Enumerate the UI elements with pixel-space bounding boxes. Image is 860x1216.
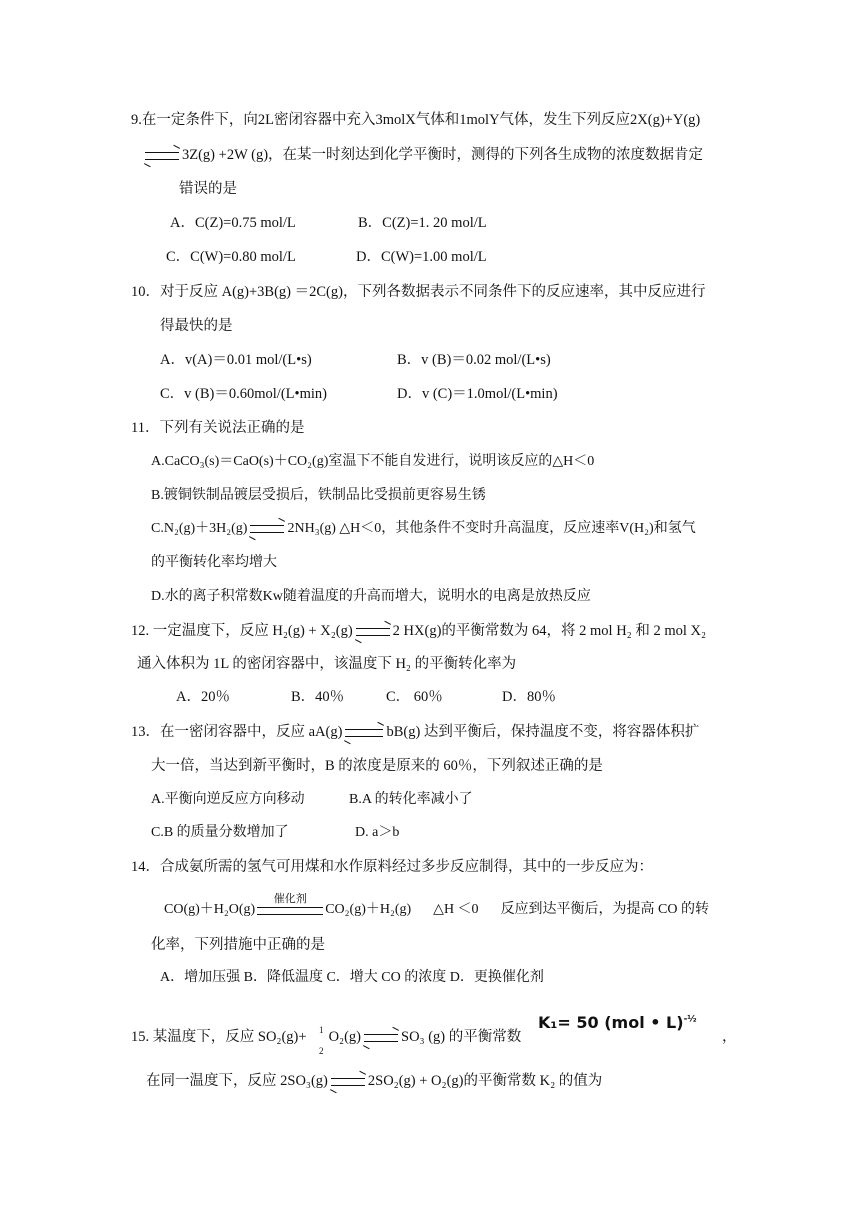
q9-option-a: A．C(Z)=0.75 mol/L bbox=[170, 215, 296, 231]
q13-line2: 大一倍，当达到新平衡时，B 的浓度是原来的 60％，下列叙述正确的是 bbox=[151, 758, 603, 774]
reversible-arrow-icon bbox=[250, 523, 284, 535]
q11-line1: 11．下列有关说法正确的是 bbox=[131, 420, 305, 436]
q10-option-b: B．v (B)＝0.02 mol/(L•s) bbox=[397, 352, 551, 368]
q10-line1: 10．对于反应 A(g)+3B(g) ＝2C(g)，下列各数据表示不同条件下的反应速率，其中反应进行 bbox=[131, 284, 706, 300]
q13-line1: 13．在一密闭容器中，反应 aA(g) bB(g) 达到平衡后，保持温度不变，将容器体积扩 bbox=[131, 722, 699, 742]
fraction-denominator: 2 bbox=[319, 1046, 324, 1056]
q14-options: A．增加压强 B．降低温度 C．增大 CO 的浓度 D．更换催化剂 bbox=[160, 970, 544, 985]
catalyst-reversible-arrow-icon: 催化剂 bbox=[257, 903, 323, 917]
q12-line1: 12. 一定温度下，反应 H₂(g) + X₂(g) 2 HX(g)的平衡常数为 64，将 2 mol H₂ 和 2 mol X₂ bbox=[131, 621, 706, 641]
q14-line1: 14．合成氨所需的氢气可用煤和水作原料经过多步反应制得，其中的一步反应为： bbox=[131, 859, 653, 875]
q9-line1: 9.在一定条件下，向2L密闭容器中充入3molX气体和1molY气体，发生下列反应2X(g)+Y(g) bbox=[131, 112, 701, 128]
q13-option-d: D. a＞b bbox=[355, 825, 400, 840]
q11-option-c: C.N₂(g)＋3H₂(g) 2NH₃(g) △H＜0，其他条件不变时升高温度，反应速率V(H₂)和氢气 bbox=[151, 519, 696, 539]
q12-option-c: C． 60％ bbox=[386, 689, 443, 705]
reversible-arrow-icon bbox=[364, 1032, 398, 1044]
q15-line1: 15. 某温度下，反应 SO₂(g)+ O₂(g) SO₃ (g) 的平衡常数 bbox=[131, 1027, 521, 1047]
q12-option-a: A．20％ bbox=[176, 689, 230, 705]
q13-option-b: B.A 的转化率减小了 bbox=[349, 792, 473, 807]
q11-option-b: B.镀铜铁制品镀层受损后，铁制品比受损前更容易生锈 bbox=[151, 488, 486, 503]
q10-option-a: A．v(A)＝0.01 mol/(L•s) bbox=[160, 352, 312, 368]
q11-option-d: D.水的离子积常数Kw随着温度的升高而增大，说明水的电离是放热反应 bbox=[151, 589, 591, 604]
q12-option-b: B．40％ bbox=[291, 689, 345, 705]
q14-line3: 化率，下列措施中正确的是 bbox=[151, 937, 325, 953]
q11-option-c-cont: 的平衡转化率均增大 bbox=[151, 555, 277, 570]
q10-option-c: C．v (B)＝0.60mol/(L•min) bbox=[160, 386, 327, 402]
reversible-arrow-icon bbox=[331, 1076, 365, 1088]
q10-option-d: D．v (C)＝1.0mol/(L•min) bbox=[397, 386, 558, 402]
k1-expression: K₁= 50 (mol • L)$^{-\frac{1}{2}}$ bbox=[538, 1013, 697, 1032]
q9-option-b: B．C(Z)=1. 20 mol/L bbox=[358, 215, 487, 231]
q14-equation: CO(g)＋H₂O(g) 催化剂 CO₂(g)＋H₂(g) △H ＜0 反应到达平衡后，为提高 CO 的转 bbox=[164, 892, 710, 917]
q12-line2: 通入体积为 1L 的密闭容器中，该温度下 H₂ 的平衡转化率为 bbox=[137, 656, 517, 672]
q9-option-c: C．C(W)=0.80 mol/L bbox=[166, 249, 296, 265]
reversible-arrow-icon bbox=[356, 626, 390, 638]
q9-option-d: D．C(W)=1.00 mol/L bbox=[356, 249, 487, 265]
q9-line2: 3Z(g) +2W (g)，在某一时刻达到化学平衡时，测得的下列各生成物的浓度数据肯定 bbox=[142, 145, 703, 165]
q15-line2: 在同一温度下，反应 2SO₃(g) 2SO₂(g) + O₂(g)的平衡常数 K₂ 的值为 bbox=[146, 1071, 602, 1091]
reversible-arrow-icon bbox=[145, 150, 179, 162]
q11-option-a: A.CaCO₃(s)＝CaO(s)＋CO₂(g)室温下不能自发进行，说明该反应的△H＜0 bbox=[151, 454, 595, 469]
fraction-numerator: 1 bbox=[319, 1025, 324, 1035]
q13-option-c: C.B 的质量分数增加了 bbox=[151, 825, 289, 840]
q10-line2: 得最快的是 bbox=[160, 318, 233, 334]
q9-line3: 错误的是 bbox=[179, 181, 237, 197]
q12-option-d: D．80％ bbox=[502, 689, 556, 705]
q15-comma: ， bbox=[722, 1029, 737, 1045]
q13-option-a: A.平衡向逆反应方向移动 bbox=[151, 792, 305, 807]
reversible-arrow-icon bbox=[345, 727, 383, 739]
